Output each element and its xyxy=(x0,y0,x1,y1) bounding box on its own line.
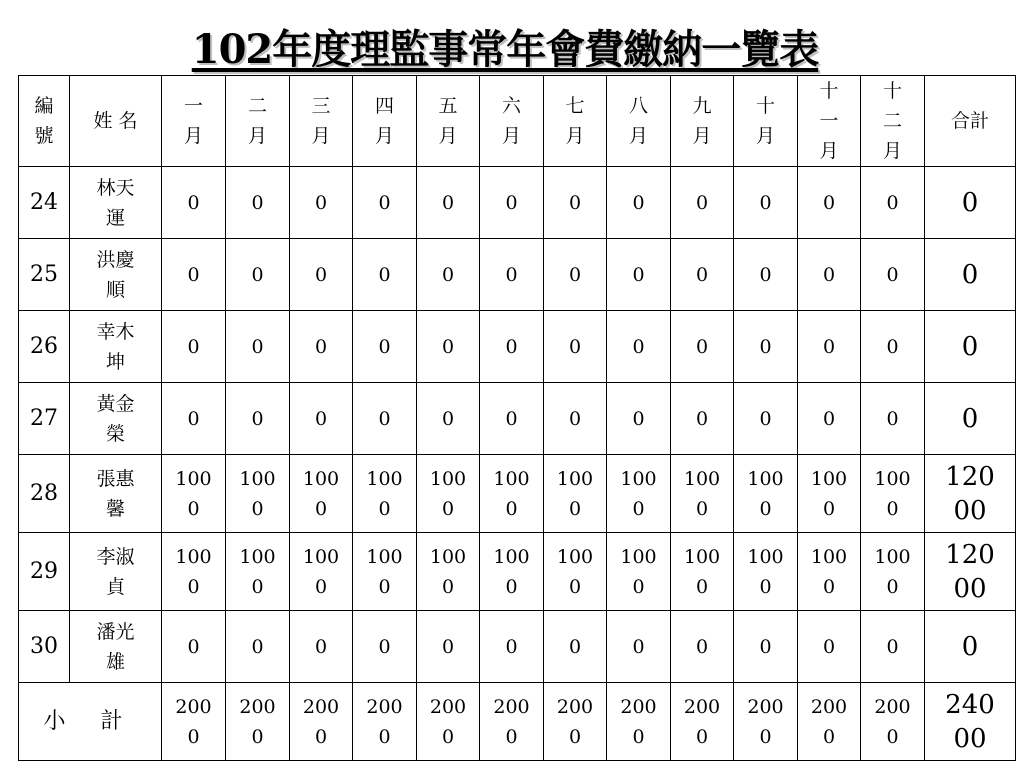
row-total: 0 xyxy=(925,167,1016,239)
row-month-value: 0 xyxy=(290,239,353,311)
row-month-value: 1000 xyxy=(417,533,480,611)
row-month-value: 0 xyxy=(162,311,226,383)
subtotal-month-value: 2000 xyxy=(417,683,480,761)
row-month-value: 0 xyxy=(226,239,290,311)
row-month-value: 0 xyxy=(671,383,734,455)
row-month-value: 0 xyxy=(798,167,861,239)
row-month-value: 0 xyxy=(544,167,607,239)
row-month-value: 0 xyxy=(480,611,544,683)
row-month-value: 0 xyxy=(798,383,861,455)
row-month-value: 1000 xyxy=(544,533,607,611)
row-month-value: 0 xyxy=(671,167,734,239)
row-month-value: 1000 xyxy=(798,455,861,533)
table-row xyxy=(19,311,1016,383)
row-month-value: 0 xyxy=(861,383,925,455)
row-month-value: 1000 xyxy=(671,455,734,533)
row-month-value: 0 xyxy=(290,167,353,239)
subtotal-month-value: 2000 xyxy=(798,683,861,761)
header-month: 八月 xyxy=(607,76,671,167)
row-total: 0 xyxy=(925,611,1016,683)
row-month-value: 0 xyxy=(671,611,734,683)
row-month-value: 1000 xyxy=(734,533,798,611)
row-month-value: 0 xyxy=(607,611,671,683)
row-month-value: 0 xyxy=(353,167,417,239)
row-month-value: 1000 xyxy=(671,533,734,611)
row-month-value: 0 xyxy=(607,383,671,455)
row-month-value: 0 xyxy=(734,383,798,455)
row-month-value: 1000 xyxy=(226,455,290,533)
row-name: 洪慶順 xyxy=(70,239,162,311)
row-month-value: 0 xyxy=(417,383,480,455)
row-month-value: 0 xyxy=(353,311,417,383)
row-month-value: 0 xyxy=(544,239,607,311)
row-id: 26 xyxy=(19,311,70,383)
row-month-value: 0 xyxy=(607,311,671,383)
header-month: 九月 xyxy=(671,76,734,167)
row-total: 0 xyxy=(925,383,1016,455)
row-month-value: 0 xyxy=(417,239,480,311)
row-month-value: 1000 xyxy=(734,455,798,533)
row-month-value: 0 xyxy=(607,167,671,239)
row-month-value: 1000 xyxy=(353,455,417,533)
row-id: 28 xyxy=(19,455,70,533)
row-month-value: 0 xyxy=(798,239,861,311)
row-total: 0 xyxy=(925,239,1016,311)
header-month: 四月 xyxy=(353,76,417,167)
subtotal-month-value: 2000 xyxy=(734,683,798,761)
row-month-value: 0 xyxy=(226,167,290,239)
row-month-value: 0 xyxy=(162,167,226,239)
table-row xyxy=(19,167,1016,239)
subtotal-total: 24000 xyxy=(925,683,1016,761)
row-name: 張惠馨 xyxy=(70,455,162,533)
row-month-value: 0 xyxy=(798,611,861,683)
row-month-value: 1000 xyxy=(290,533,353,611)
subtotal-label: 小 計 xyxy=(19,683,162,761)
header-month: 七月 xyxy=(544,76,607,167)
row-month-value: 0 xyxy=(417,167,480,239)
row-name: 潘光雄 xyxy=(70,611,162,683)
header-row xyxy=(19,76,1016,167)
row-name: 幸木坤 xyxy=(70,311,162,383)
header-month: 六月 xyxy=(480,76,544,167)
row-month-value: 0 xyxy=(480,311,544,383)
subtotal-month-value: 2000 xyxy=(162,683,226,761)
row-month-value: 0 xyxy=(544,611,607,683)
row-id: 24 xyxy=(19,167,70,239)
row-name: 林天運 xyxy=(70,167,162,239)
row-month-value: 1000 xyxy=(861,533,925,611)
row-month-value: 1000 xyxy=(353,533,417,611)
row-month-value: 0 xyxy=(226,311,290,383)
row-month-value: 1000 xyxy=(480,533,544,611)
row-id: 29 xyxy=(19,533,70,611)
table-row xyxy=(19,383,1016,455)
header-total: 合計 xyxy=(925,76,1016,167)
row-month-value: 0 xyxy=(861,167,925,239)
row-total: 12000 xyxy=(925,455,1016,533)
header-id: 編號 xyxy=(19,76,70,167)
row-month-value: 0 xyxy=(480,167,544,239)
subtotal-month-value: 2000 xyxy=(671,683,734,761)
row-month-value: 0 xyxy=(861,239,925,311)
row-id: 27 xyxy=(19,383,70,455)
row-month-value: 0 xyxy=(417,611,480,683)
header-name: 姓 名 xyxy=(70,76,162,167)
row-month-value: 1000 xyxy=(417,455,480,533)
header-month: 十月 xyxy=(734,76,798,167)
row-month-value: 0 xyxy=(353,239,417,311)
subtotal-month-value: 2000 xyxy=(544,683,607,761)
row-month-value: 0 xyxy=(417,311,480,383)
header-month: 十二月 xyxy=(861,76,925,167)
table-row xyxy=(19,239,1016,311)
row-name: 黃金榮 xyxy=(70,383,162,455)
row-month-value: 0 xyxy=(162,611,226,683)
subtotal-month-value: 2000 xyxy=(353,683,417,761)
header-month: 五月 xyxy=(417,76,480,167)
row-month-value: 0 xyxy=(290,311,353,383)
row-id: 25 xyxy=(19,239,70,311)
row-month-value: 1000 xyxy=(162,533,226,611)
subtotal-month-value: 2000 xyxy=(290,683,353,761)
row-month-value: 0 xyxy=(671,311,734,383)
header-month: 二月 xyxy=(226,76,290,167)
row-month-value: 1000 xyxy=(798,533,861,611)
table-row xyxy=(19,533,1016,611)
subtotal-month-value: 2000 xyxy=(607,683,671,761)
table-row xyxy=(19,611,1016,683)
row-month-value: 0 xyxy=(734,239,798,311)
row-id: 30 xyxy=(19,611,70,683)
row-month-value: 0 xyxy=(162,239,226,311)
row-month-value: 0 xyxy=(353,383,417,455)
row-month-value: 0 xyxy=(734,311,798,383)
subtotal-month-value: 2000 xyxy=(226,683,290,761)
row-month-value: 1000 xyxy=(226,533,290,611)
subtotal-month-value: 2000 xyxy=(861,683,925,761)
row-month-value: 0 xyxy=(480,239,544,311)
row-month-value: 0 xyxy=(226,383,290,455)
row-month-value: 1000 xyxy=(480,455,544,533)
row-month-value: 0 xyxy=(353,611,417,683)
row-month-value: 0 xyxy=(226,611,290,683)
subtotal-month-value: 2000 xyxy=(480,683,544,761)
row-month-value: 0 xyxy=(734,167,798,239)
row-month-value: 1000 xyxy=(607,533,671,611)
row-month-value: 1000 xyxy=(162,455,226,533)
row-total: 12000 xyxy=(925,533,1016,611)
row-month-value: 1000 xyxy=(861,455,925,533)
header-month: 十一月 xyxy=(798,76,861,167)
row-month-value: 0 xyxy=(162,383,226,455)
row-month-value: 0 xyxy=(480,383,544,455)
page-title: 102年度理監事常年會費繳納一覽表 xyxy=(191,26,819,73)
row-month-value: 0 xyxy=(544,383,607,455)
subtotal-row xyxy=(19,683,1016,761)
row-name: 李淑貞 xyxy=(70,533,162,611)
row-month-value: 0 xyxy=(861,611,925,683)
row-month-value: 0 xyxy=(734,611,798,683)
header-month: 一月 xyxy=(162,76,226,167)
row-month-value: 0 xyxy=(544,311,607,383)
row-month-value: 0 xyxy=(290,383,353,455)
row-month-value: 0 xyxy=(861,311,925,383)
row-month-value: 1000 xyxy=(290,455,353,533)
table-row xyxy=(19,455,1016,533)
row-month-value: 0 xyxy=(798,311,861,383)
row-month-value: 0 xyxy=(671,239,734,311)
header-month: 三月 xyxy=(290,76,353,167)
row-month-value: 0 xyxy=(290,611,353,683)
row-month-value: 1000 xyxy=(607,455,671,533)
row-month-value: 1000 xyxy=(544,455,607,533)
fee-table xyxy=(18,75,1016,761)
row-month-value: 0 xyxy=(607,239,671,311)
row-total: 0 xyxy=(925,311,1016,383)
